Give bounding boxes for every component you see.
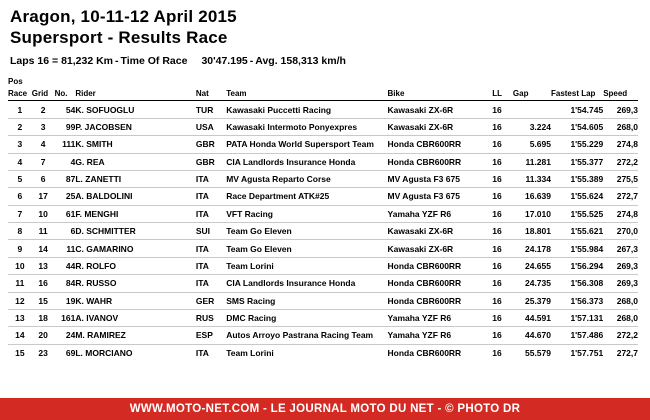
cell-rider: C. GAMARINO: [75, 240, 196, 257]
cell-ll: 16: [492, 188, 513, 205]
results-table: [8, 74, 638, 361]
cell-team: MV Agusta Reparto Corse: [226, 170, 387, 187]
cell-fastest-lap: 1'55.984: [551, 240, 603, 257]
cell-grid: 16: [32, 275, 55, 292]
cell-no: 84: [55, 275, 76, 292]
table-row: [8, 223, 638, 240]
column-header-bike: Bike: [388, 89, 493, 101]
table-row: [8, 344, 638, 361]
cell-rider: A. BALDOLINI: [75, 188, 196, 205]
cell-no: 25: [55, 188, 76, 205]
cell-nat: ITA: [196, 188, 226, 205]
table-row: [8, 188, 638, 205]
column-header-team: Team: [226, 89, 387, 101]
summary-separator-2: -: [249, 55, 254, 67]
cell-nat: ITA: [196, 275, 226, 292]
cell-fastest-lap: 1'54.605: [551, 118, 603, 135]
cell-bike: Kawasaki ZX-6R: [388, 223, 493, 240]
cell-speed: 275,5: [603, 170, 638, 187]
cell-speed: 269,3: [603, 257, 638, 274]
cell-no: 161: [55, 309, 76, 326]
cell-bike: Honda CBR600RR: [388, 275, 493, 292]
cell-race: 14: [8, 327, 32, 344]
cell-race: 2: [8, 118, 32, 135]
column-header-race: Race: [8, 89, 32, 101]
cell-gap: 3.224: [513, 118, 551, 135]
cell-ll: 16: [492, 309, 513, 326]
cell-nat: USA: [196, 118, 226, 135]
laps-distance: Laps 16 = 81,232 Km: [10, 55, 114, 67]
cell-bike: Yamaha YZF R6: [388, 309, 493, 326]
cell-grid: 7: [32, 153, 55, 170]
cell-fastest-lap: 1'55.624: [551, 188, 603, 205]
cell-race: 6: [8, 188, 32, 205]
cell-gap: 17.010: [513, 205, 551, 222]
cell-gap: 5.695: [513, 136, 551, 153]
column-header-no: No.: [55, 89, 76, 101]
cell-nat: ITA: [196, 240, 226, 257]
cell-fastest-lap: 1'56.308: [551, 275, 603, 292]
average-speed: Avg. 158,313 km/h: [255, 55, 346, 67]
cell-gap: 24.178: [513, 240, 551, 257]
cell-ll: 16: [492, 101, 513, 118]
table-row: [8, 136, 638, 153]
cell-ll: 16: [492, 327, 513, 344]
footer-banner: [0, 398, 650, 420]
cell-ll: 16: [492, 257, 513, 274]
cell-ll: 16: [492, 240, 513, 257]
cell-speed: 272,2: [603, 327, 638, 344]
cell-no: 61: [55, 205, 76, 222]
cell-race: 15: [15, 347, 25, 358]
cell-grid: 3: [32, 118, 55, 135]
cell-fastest-lap: 1'57.131: [551, 309, 603, 326]
cell-gap: 44.591: [513, 309, 551, 326]
cell-rider: L. ZANETTI: [75, 170, 196, 187]
cell-bike: Kawasaki ZX-6R: [388, 101, 493, 118]
column-header-nat: Nat: [196, 89, 226, 101]
cell-fastest-lap: 1'55.229: [551, 136, 603, 153]
cell-gap: 24.655: [513, 257, 551, 274]
cell-speed: 270,0: [603, 223, 638, 240]
cell-gap: 18.801: [513, 223, 551, 240]
cell-bike: Honda CBR600RR: [388, 153, 493, 170]
summary-separator-1: -: [115, 55, 119, 67]
table-group-header-row: [8, 74, 638, 89]
cell-no: 44: [55, 257, 76, 274]
cell-team: Kawasaki Intermoto Ponyexpres: [226, 118, 387, 135]
cell-bike: Honda CBR600RR: [388, 257, 493, 274]
table-row: [8, 101, 638, 118]
table-row: [8, 205, 638, 222]
cell-bike: Kawasaki ZX-6R: [388, 118, 493, 135]
cell-fastest-lap: 1'56.373: [551, 292, 603, 309]
cell-nat: ITA: [196, 257, 226, 274]
cell-bike: Yamaha YZF R6: [388, 327, 493, 344]
footer-text: WWW.MOTO-NET.COM - LE JOURNAL MOTO DU NET - © PHOTO DR: [129, 403, 521, 415]
table-row: [8, 153, 638, 170]
cell-speed: 274,8: [603, 205, 638, 222]
cell-grid: 14: [32, 240, 55, 257]
page-title: Aragon, 10-11-12 April 2015: [10, 7, 237, 26]
cell-team: Kawasaki Puccetti Racing: [226, 101, 387, 118]
cell-speed: 269,3: [603, 275, 638, 292]
cell-fastest-lap: 1'57.751: [570, 347, 604, 358]
cell-team: VFT Racing: [226, 205, 387, 222]
cell-team: SMS Racing: [226, 292, 387, 309]
cell-race: 1: [8, 101, 32, 118]
table-row: [8, 118, 638, 135]
cell-speed: 272,7: [616, 347, 638, 358]
cell-rider: A. IVANOV: [75, 309, 196, 326]
cell-ll: 16: [492, 275, 513, 292]
cell-grid: 10: [32, 205, 55, 222]
cell-gap: 11.334: [513, 170, 551, 187]
cell-speed: 268,0: [603, 309, 638, 326]
table-row: [8, 240, 638, 257]
cell-race: 3: [8, 136, 32, 153]
page-header: [0, 0, 650, 68]
column-header-fastest-lap: Fastest Lap: [551, 89, 603, 101]
cell-speed: 268,0: [603, 118, 638, 135]
cell-no: 69: [65, 347, 76, 358]
cell-nat: GBR: [196, 136, 226, 153]
cell-fastest-lap: 1'56.294: [551, 257, 603, 274]
pos-group-header: Pos: [8, 77, 23, 87]
cell-nat: TUR: [196, 101, 226, 118]
cell-race: 10: [8, 257, 32, 274]
cell-grid: 4: [32, 136, 55, 153]
cell-rider: F. MENGHI: [75, 205, 196, 222]
cell-ll: 16: [492, 136, 513, 153]
table-row: [8, 257, 638, 274]
cell-ll: 16: [492, 170, 513, 187]
cell-rider: L. MORCIANO: [75, 347, 133, 358]
column-header-ll: LL: [492, 89, 513, 101]
table-row: [8, 327, 638, 344]
cell-ll: 16: [492, 205, 513, 222]
cell-race: 8: [8, 223, 32, 240]
cell-grid: 6: [32, 170, 55, 187]
cell-bike: Yamaha YZF R6: [388, 205, 493, 222]
cell-rider: R. RUSSO: [75, 275, 196, 292]
cell-speed: 269,3: [603, 101, 638, 118]
column-header-gap: Gap: [513, 89, 551, 101]
cell-fastest-lap: 1'55.389: [551, 170, 603, 187]
cell-no: 6: [55, 223, 76, 240]
cell-team: DMC Racing: [226, 309, 387, 326]
cell-ll: 16: [492, 223, 513, 240]
race-summary: [10, 55, 640, 68]
cell-rider: M. RAMIREZ: [75, 327, 196, 344]
cell-team: PATA Honda World Supersport Team: [226, 136, 387, 153]
cell-speed: 268,0: [603, 292, 638, 309]
cell-grid: 20: [32, 327, 55, 344]
cell-speed: 274,8: [603, 136, 638, 153]
cell-rider: D. SCHMITTER: [75, 223, 196, 240]
cell-team: Autos Arroyo Pastrana Racing Team: [226, 327, 387, 344]
cell-fastest-lap: 1'55.377: [551, 153, 603, 170]
cell-gap: 11.281: [513, 153, 551, 170]
cell-team: CIA Landlords Insurance Honda: [226, 153, 387, 170]
cell-nat: ITA: [196, 170, 226, 187]
cell-bike: MV Agusta F3 675: [388, 188, 493, 205]
cell-fastest-lap: 1'55.621: [551, 223, 603, 240]
cell-team: Team Go Eleven: [226, 223, 387, 240]
cell-bike: Honda CBR600RR: [388, 292, 493, 309]
cell-rider: K. SMITH: [75, 136, 196, 153]
table-head: [8, 74, 638, 101]
cell-team: CIA Landlords Insurance Honda: [226, 275, 387, 292]
cell-rider: K. SOFUOGLU: [75, 101, 196, 118]
cell-race: 13: [8, 309, 32, 326]
cell-nat: ITA: [195, 347, 209, 358]
time-of-race-value: 30'47.195: [201, 55, 248, 67]
cell-fastest-lap: 1'55.525: [551, 205, 603, 222]
column-header-grid: Grid: [32, 89, 55, 101]
cell-speed: 272,2: [603, 153, 638, 170]
table-body: [8, 101, 638, 361]
cell-no: 99: [55, 118, 76, 135]
cell-grid: 17: [32, 188, 55, 205]
cell-nat: RUS: [196, 309, 226, 326]
cell-team: Race Department ATK#25: [226, 188, 387, 205]
cell-gap: 55.579: [524, 347, 551, 358]
cell-nat: GBR: [196, 153, 226, 170]
cell-bike: Kawasaki ZX-6R: [388, 240, 493, 257]
cell-rider: P. JACOBSEN: [75, 118, 196, 135]
cell-grid: 13: [32, 257, 55, 274]
cell-nat: ESP: [196, 327, 226, 344]
cell-race: 11: [8, 275, 32, 292]
cell-nat: GER: [196, 292, 226, 309]
cell-bike: MV Agusta F3 675: [388, 170, 493, 187]
cell-ll: 16: [492, 153, 513, 170]
cell-team: Team Lorini: [226, 257, 387, 274]
cell-team: Team Go Eleven: [226, 240, 387, 257]
cell-fastest-lap: 1'54.745: [551, 101, 603, 118]
cell-no: 4: [55, 153, 76, 170]
cell-nat: ITA: [196, 205, 226, 222]
table-row: [8, 292, 638, 309]
cell-no: 111: [55, 136, 76, 153]
time-of-race-label: Time Of Race: [120, 55, 188, 67]
cell-gap: 25.379: [513, 292, 551, 309]
cell-ll: 16: [492, 118, 513, 135]
cell-bike: Honda CBR600RR: [388, 136, 493, 153]
group-header-filler: [55, 74, 638, 89]
cell-team: Team Lorini: [226, 347, 274, 358]
cell-speed: 272,7: [603, 188, 638, 205]
cell-rider: K. WAHR: [75, 292, 196, 309]
cell-grid: 11: [32, 223, 55, 240]
cell-no: 11: [55, 240, 76, 257]
table-row: [8, 275, 638, 292]
cell-ll: 16: [492, 347, 502, 358]
cell-gap: 44.670: [513, 327, 551, 344]
table-row: [8, 309, 638, 326]
column-header-rider: Rider: [75, 89, 196, 101]
cell-bike: Honda CBR600RR: [387, 347, 462, 358]
cell-grid: 15: [32, 292, 55, 309]
column-header-speed: Speed: [603, 89, 638, 101]
cell-race: 4: [8, 153, 32, 170]
cell-rider: G. REA: [75, 153, 196, 170]
cell-fastest-lap: 1'57.486: [551, 327, 603, 344]
cell-no: 24: [55, 327, 76, 344]
cell-race: 12: [8, 292, 32, 309]
cell-race: 7: [8, 205, 32, 222]
cell-gap: 24.735: [513, 275, 551, 292]
cell-gap: [513, 101, 551, 118]
cell-race: 5: [8, 170, 32, 187]
cell-grid: 2: [32, 101, 55, 118]
cell-race: 9: [8, 240, 32, 257]
cell-ll: 16: [492, 292, 513, 309]
page-subtitle-title: Supersport - Results Race: [10, 28, 228, 47]
cell-no: 87: [55, 170, 76, 187]
cell-grid: 18: [32, 309, 55, 326]
cell-rider: R. ROLFO: [75, 257, 196, 274]
cell-gap: 16.639: [513, 188, 551, 205]
cell-grid: 23: [38, 347, 48, 358]
table-header-row: [8, 89, 638, 101]
table-row: [8, 170, 638, 187]
cell-nat: SUI: [196, 223, 226, 240]
cell-no: 54: [55, 101, 76, 118]
cell-speed: 267,3: [603, 240, 638, 257]
cell-no: 19: [55, 292, 76, 309]
